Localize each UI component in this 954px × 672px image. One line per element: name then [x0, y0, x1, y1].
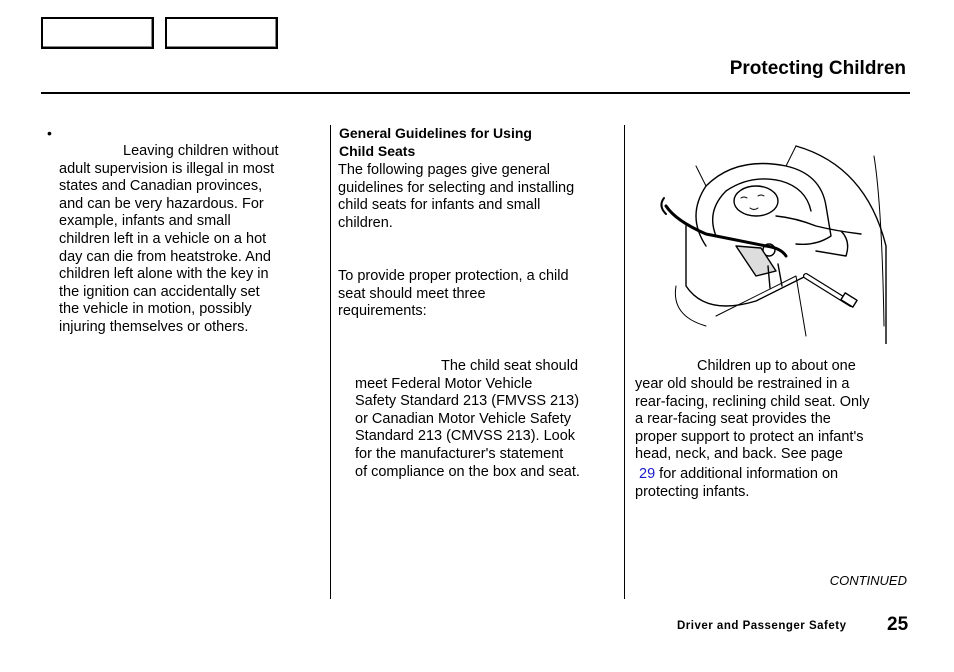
fmvss-standard-text: The child seat should meet Federal Motor Vehicle Safety Standard 213 (FMVSS 213) or Canadian Motor Vehicle Safety Standard 213 (CMVSS 213). Look for the manufacturer's statement of compliance on the box and seat.	[355, 358, 580, 480]
page-29-link[interactable]: 29	[639, 466, 656, 482]
previous-page-button[interactable]	[41, 17, 154, 49]
guidelines-heading: General Guidelines for Using Child Seats	[339, 125, 532, 159]
guidelines-intro-text: The following pages give general guidelines for selecting and installing child seats for infants and small children.	[338, 162, 575, 231]
infants-after-link-text: for additional information on	[655, 466, 839, 482]
requirements-text: To provide proper protection, a child seat should meet three requirements:	[338, 268, 569, 320]
header-divider	[41, 92, 910, 94]
continued-label: CONTINUED	[829, 573, 907, 588]
column-divider-right	[624, 125, 625, 599]
supervision-warning-text: Leaving children without adult supervision is illegal in most states and Canadian provinces, and can be very hazardous. For example, infants and small children left in a vehicle on a hot day can die from heatstroke. And children left alone with the key in the ignition can accidentally set the vehicle in motion, possibly injuring themselves or others.	[59, 143, 279, 335]
bullet-marker: •	[47, 125, 52, 141]
infants-text-body: year old should be restrained in a rear-facing, reclining child seat. Only a rear-facing seat provides the proper support to protect an infant's head, neck, and back. See page	[635, 376, 870, 463]
infants-text-first-line: Children up to about one	[697, 358, 856, 374]
rear-facing-child-seat-illustration	[646, 126, 888, 344]
next-page-button[interactable]	[165, 17, 278, 49]
infants-text-last-line: protecting infants.	[635, 484, 750, 500]
page-number: 25	[887, 614, 909, 635]
section-name: Driver and Passenger Safety	[677, 620, 847, 632]
infants-link-line	[639, 466, 919, 484]
column-divider-left	[330, 125, 331, 599]
page-title: Protecting Children	[729, 58, 906, 79]
